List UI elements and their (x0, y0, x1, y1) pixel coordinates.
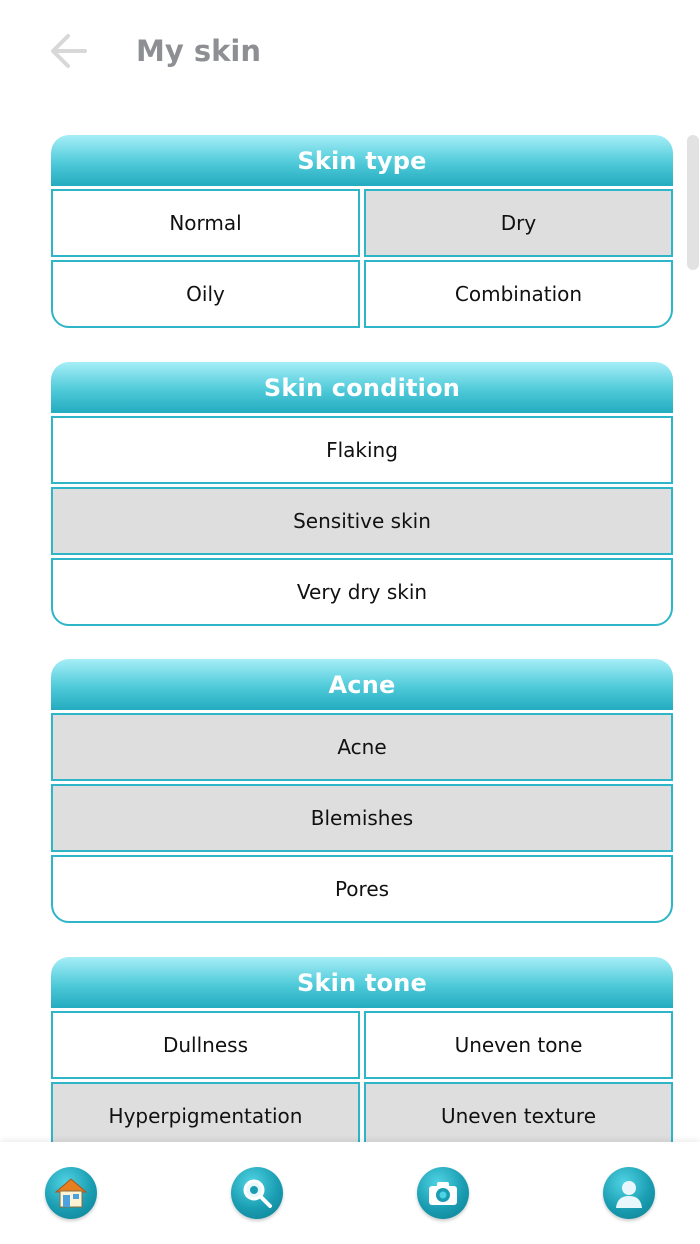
option-very-dry-skin[interactable]: Very dry skin (51, 558, 673, 626)
skin-analysis-icon (240, 1176, 274, 1210)
option-uneven-tone[interactable]: Uneven tone (364, 1011, 673, 1079)
section-header-skin-type: Skin type (51, 135, 673, 186)
page-title: My skin (136, 34, 261, 68)
profile-icon (611, 1175, 647, 1211)
tab-profile[interactable] (603, 1167, 655, 1219)
option-dullness[interactable]: Dullness (51, 1011, 360, 1079)
skin-type-section (51, 135, 673, 327)
option-uneven-texture[interactable]: Uneven texture (364, 1082, 673, 1142)
tab-camera[interactable] (417, 1167, 469, 1219)
option-sensitive-skin[interactable]: Sensitive skin (51, 487, 673, 555)
tab-skin-analysis[interactable] (231, 1167, 283, 1219)
skin-tone-section (51, 957, 673, 1142)
tab-home[interactable] (45, 1167, 97, 1219)
option-acne[interactable]: Acne (51, 713, 673, 781)
section-header-acne: Acne (51, 659, 673, 710)
option-pores[interactable]: Pores (51, 855, 673, 923)
option-blemishes[interactable]: Blemishes (51, 784, 673, 852)
option-dry[interactable]: Dry (364, 189, 673, 257)
section-header-skin-tone: Skin tone (51, 957, 673, 1008)
option-oily[interactable]: Oily (51, 260, 360, 328)
app-header (0, 0, 700, 104)
skin-condition-section (51, 362, 673, 626)
option-flaking[interactable]: Flaking (51, 416, 673, 484)
bottom-tab-bar (0, 1142, 700, 1244)
skin-options-list (0, 104, 700, 1142)
camera-icon (426, 1178, 460, 1208)
option-combination[interactable]: Combination (364, 260, 673, 328)
arrow-left-icon (49, 31, 89, 71)
home-icon (53, 1176, 89, 1210)
back-button[interactable] (46, 28, 92, 74)
section-header-skin-condition: Skin condition (51, 362, 673, 413)
acne-section (51, 659, 673, 923)
option-normal[interactable]: Normal (51, 189, 360, 257)
option-hyperpigmentation[interactable]: Hyperpigmentation (51, 1082, 360, 1142)
